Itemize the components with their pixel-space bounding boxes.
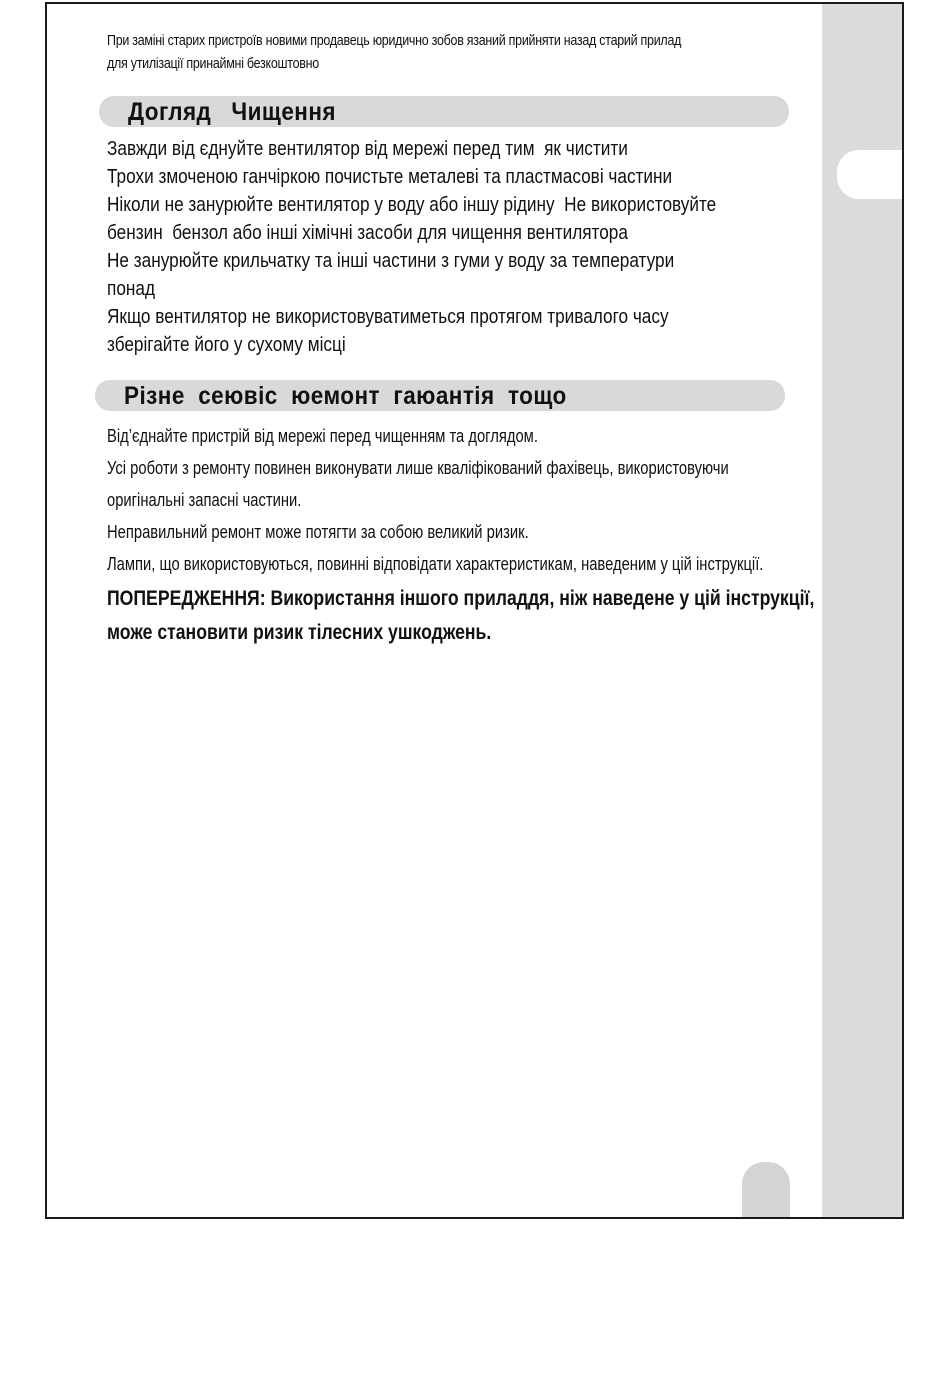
care-section-body — [107, 135, 761, 359]
care-line: понад — [107, 278, 155, 300]
warning-line: може становити ризик тілесних ушкоджень. — [107, 620, 492, 644]
intro-line: При заміні старих пристроїв новими продавець юридично зобов язаний прийняти назад старий прилад — [107, 33, 682, 49]
service-line: оригінальні запасні частини. — [107, 490, 302, 510]
service-line: Лампи, що використовуються, повинні відповідати характеристикам, наведеним у цій інструкції. — [107, 554, 764, 574]
service-line: Неправильний ремонт може потягти за собою великий ризик. — [107, 522, 529, 542]
page-frame — [45, 2, 904, 1219]
care-line: Трохи змоченою ганчіркою почистьте металеві та пластмасові частини — [107, 166, 673, 188]
service-section-body — [107, 420, 779, 580]
care-line: Ніколи не занурюйте вентилятор у воду або іншу рідину Не використовуйте — [107, 194, 717, 216]
warning-notice — [107, 581, 815, 649]
service-line: Усі роботи з ремонту повинен виконувати лише кваліфікований фахівець, використовуючи — [107, 458, 729, 478]
service-line: Від’єднайте пристрій від мережі перед чищенням та доглядом. — [107, 426, 538, 446]
care-line: Не занурюйте крильчатку та інші частини з гуми у воду за температури — [107, 250, 675, 272]
side-tab — [837, 150, 904, 199]
care-line: бензин бензол або інші хімічні засоби для чищення вентилятора — [107, 222, 628, 244]
intro-paragraph — [107, 30, 709, 76]
care-line: Якщо вентилятор не використовуватиметься протягом тривалого часу — [107, 306, 669, 328]
service-section-title: Різне сеювіс юемонт гаюантія тощо — [124, 382, 567, 410]
page-number-tab — [742, 1162, 790, 1219]
care-line: зберігайте його у сухому місці — [107, 334, 346, 356]
care-section-title: Догляд Чищення — [128, 98, 336, 126]
care-line: Завжди від єднуйте вентилятор від мережі перед тим як чистити — [107, 138, 628, 160]
warning-line: ПОПЕРЕДЖЕННЯ: Використання іншого приладдя, ніж наведене у цій інструкції, — [107, 586, 815, 610]
intro-line: для утилізації принаймні безкоштовно — [107, 56, 319, 72]
